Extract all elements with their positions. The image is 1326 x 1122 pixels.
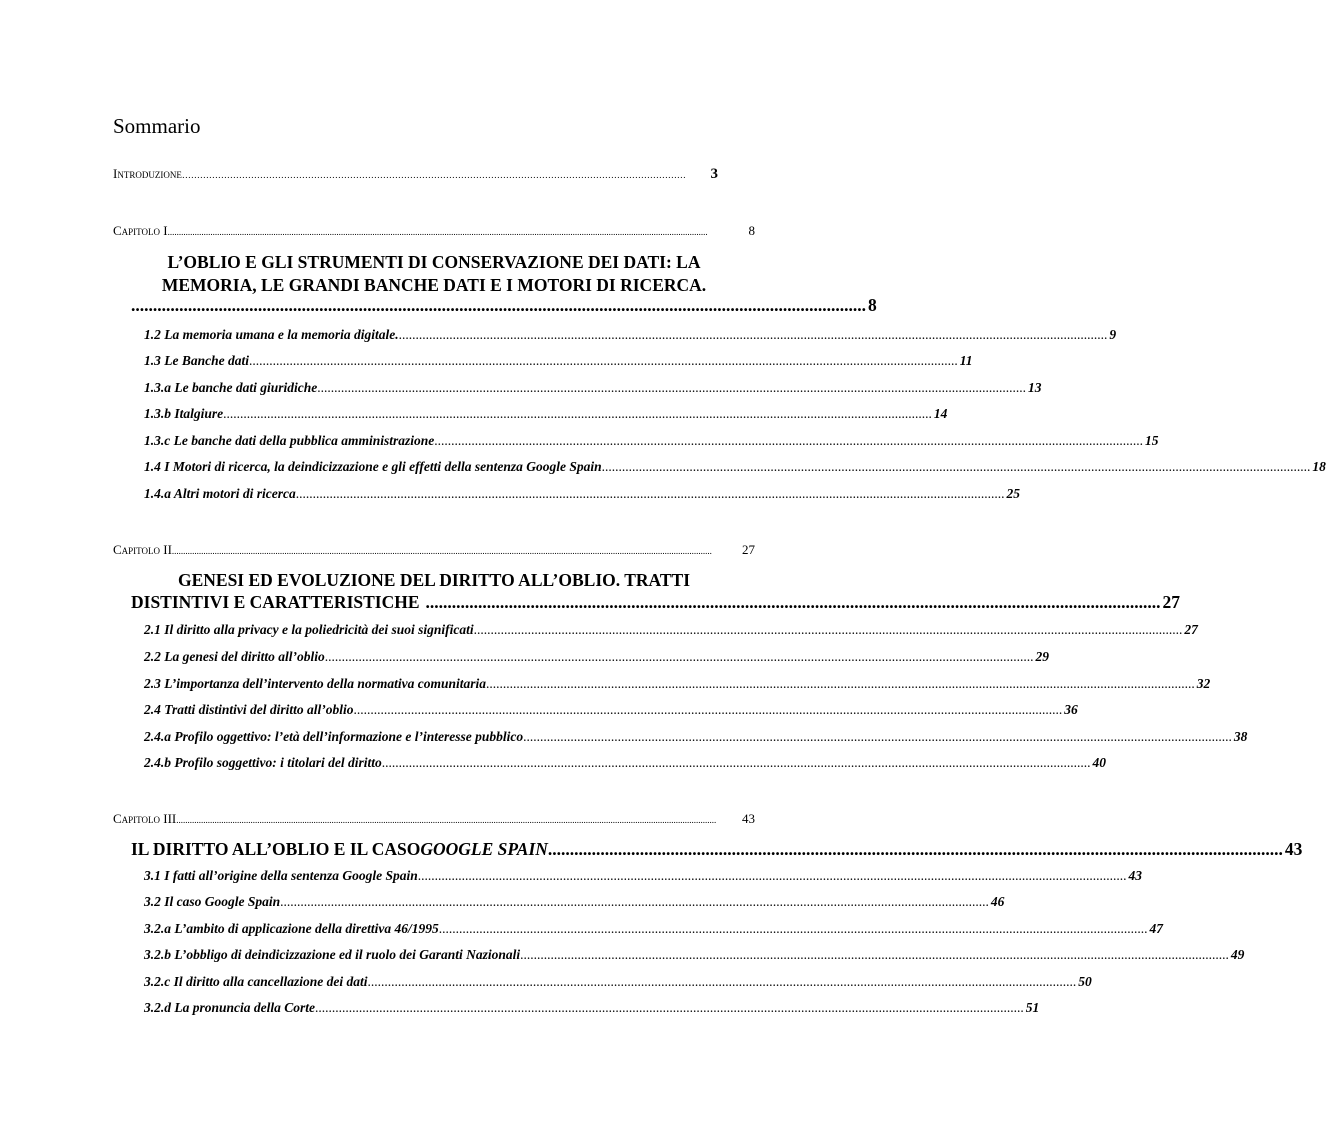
- toc-section[interactable]: 3.2 Il caso Google Spain .................................................................................................................................................................................................................. 46: [144, 894, 1005, 909]
- toc-section[interactable]: 1.4.a Altri motori di ricerca .................................................................................................................................................................................................................. 25: [144, 486, 1020, 501]
- chapter-heading-line: L’OBLIO E GLI STRUMENTI DI CONSERVAZIONE DEI DATI: LA: [167, 252, 701, 272]
- leader-dots: ..................................................................................................................................................................................................................: [317, 380, 1026, 395]
- toc-entry-page: 27: [742, 542, 755, 557]
- toc-section[interactable]: 1.3.c Le banche dati della pubblica amministrazione .................................................................................................................................................................................................................. 15: [144, 433, 1159, 448]
- leader-dots: ..................................................................................................................................................................................................................: [438, 921, 1148, 936]
- leader-dots: ..................................................................................................................................................................................................................: [353, 702, 1063, 717]
- toc-section[interactable]: 1.2 La memoria umana e la memoria digitale. .................................................................................................................................................................................................................. 9: [144, 327, 1117, 342]
- toc-entry-introduzione[interactable]: [113, 166, 718, 183]
- leader-dots: ..................................................................................................................................................................................................................: [434, 433, 1143, 448]
- chapter-3-heading[interactable]: [131, 839, 1303, 860]
- toc-entry-label: Capitolo III: [113, 811, 177, 826]
- toc-section[interactable]: 2.1 Il diritto alla privacy e la poliedricità dei suoi significati .................................................................................................................................................................................................................. 27: [144, 622, 1198, 637]
- leader-dots: ..................................................................................................................................................................................................................: [295, 486, 1005, 501]
- chapter-heading-emphasis: GOOGLE SPAIN: [420, 839, 548, 859]
- toc-section[interactable]: 3.2.a L’ambito di applicazione della direttiva 46/1995 .................................................................................................................................................................................................................. 47: [144, 921, 1163, 936]
- leader-dots: ..................................................................................................................................................................................................................: [520, 947, 1229, 962]
- leader-dots: ..................................................................................................................................................................................................................: [249, 353, 958, 368]
- toc-entry-page: 8: [868, 295, 877, 315]
- toc-section[interactable]: 2.2 La genesi del diritto all’oblio .................................................................................................................................................................................................................. 29: [144, 649, 1049, 664]
- toc-entry-page: 8: [748, 223, 755, 238]
- leader-dots: ........................................................................................................................................................................: [131, 295, 866, 315]
- toc-entry-capitolo-3[interactable]: [113, 811, 755, 827]
- chapter-heading-line: IL DIRITTO ALL’OBLIO E IL CASO: [131, 839, 421, 859]
- leader-dots: ..................................................................................................................................................................................................................: [367, 974, 1077, 989]
- toc-section[interactable]: 2.4.a Profilo oggettivo: l’età dell’informazione e l’interesse pubblico .................................................................................................................................................................................................................. 38: [144, 729, 1248, 744]
- leader-dots: ..................................................................................................................................................................................................................: [417, 868, 1127, 883]
- leader-dots: ..................................................................................................................................................................................................................: [324, 649, 1034, 664]
- toc-entry-capitolo-2[interactable]: [113, 542, 755, 558]
- toc-section[interactable]: 3.2.b L’obbligo di deindicizzazione ed il ruolo dei Garanti Nazionali .................................................................................................................................................................................................................. 49: [144, 947, 1245, 962]
- leader-dots: ................................................................................................................................................................................................................................................: [171, 546, 712, 556]
- toc-entry-label: Capitolo II: [113, 542, 172, 557]
- leader-dots: ..................................................................................................................................................................................................................: [315, 1000, 1024, 1015]
- toc-entry-page: 43: [1284, 839, 1303, 859]
- chapter-2-heading[interactable]: [113, 569, 755, 592]
- chapter-heading-line: MEMORIA, LE GRANDI BANCHE DATI E I MOTORI DI RICERCA.: [161, 275, 707, 295]
- toc-entry-page: 3: [710, 166, 718, 182]
- leader-dots: ................................................................................................................................................................................................................................................: [176, 815, 717, 825]
- toc-section[interactable]: 2.4 Tratti distintivi del diritto all’oblio .................................................................................................................................................................................................................. 36: [144, 702, 1078, 717]
- toc-section[interactable]: 2.3 L’importanza dell’intervento della normativa comunitaria .................................................................................................................................................................................................................. 32: [144, 676, 1211, 691]
- toc-section[interactable]: 1.4 I Motori di ricerca, la deindicizzazione e gli effetti della sentenza Google Spain .................................................................................................................................................................................................................. 18: [144, 459, 1326, 474]
- toc-entry-capitolo-1[interactable]: [113, 223, 755, 239]
- leader-dots: ..................................................................................................................................................................................................................: [486, 676, 1195, 691]
- toc-section[interactable]: 1.3.a Le banche dati giuridiche .................................................................................................................................................................................................................. 13: [144, 380, 1042, 395]
- toc-section[interactable]: 3.2.c Il diritto alla cancellazione dei dati .................................................................................................................................................................................................................. 50: [144, 974, 1092, 989]
- leader-dots: ........................................................................................................................................................................: [425, 592, 1161, 612]
- toc-section[interactable]: 2.4.b Profilo soggettivo: i titolari del diritto .................................................................................................................................................................................................................. 40: [144, 755, 1106, 770]
- leader-dots: ..................................................................................................................................................................................................................: [223, 406, 932, 421]
- leader-dots: ........................................................................................................................................................................: [547, 839, 1283, 859]
- toc-section[interactable]: 3.1 I fatti all’origine della sentenza Google Spain .................................................................................................................................................................................................................. 43: [144, 868, 1143, 883]
- chapter-1-heading-leader: [131, 295, 877, 316]
- leader-dots: ..................................................................................................................................................................................................................: [601, 459, 1311, 474]
- chapter-1-heading[interactable]: [113, 251, 755, 297]
- chapter-2-heading-leader[interactable]: [131, 592, 1181, 613]
- chapter-heading-line: GENESI ED EVOLUZIONE DEL DIRITTO ALL’OBLIO. TRATTI: [177, 570, 691, 590]
- toc-section[interactable]: 1.3.b Italgiure .................................................................................................................................................................................................................. 14: [144, 406, 948, 421]
- page-title: Sommario: [113, 114, 201, 138]
- leader-dots: ..................................................................................................................................................................................................................: [523, 729, 1232, 744]
- toc-section[interactable]: 3.2.d La pronuncia della Corte .................................................................................................................................................................................................................. 51: [144, 1000, 1040, 1015]
- chapter-heading-line: DISTINTIVI E CARATTERISTICHE: [131, 592, 420, 612]
- toc-entry-label: Introduzione: [113, 166, 182, 181]
- leader-dots: ..................................................................................................................................................................................................................: [398, 327, 1108, 342]
- toc-section[interactable]: 1.3 Le Banche dati .................................................................................................................................................................................................................. 11: [144, 353, 973, 368]
- toc-entry-page: 43: [742, 811, 755, 826]
- toc-entry-page: 27: [1162, 592, 1181, 612]
- leader-dots: ..................................................................................................................................................................................................................: [381, 755, 1091, 770]
- leader-dots: ..................................................................................................................................................................................................................: [280, 894, 989, 909]
- leader-dots: ..................................................................................................................................................................................................................: [473, 622, 1183, 637]
- leader-dots: ................................................................................................................................................................................................................................................: [167, 227, 708, 237]
- leader-dots: ……………………………………………………………………………………………………………………………………………………: [181, 170, 686, 180]
- toc-entry-label: Capitolo I: [113, 223, 168, 238]
